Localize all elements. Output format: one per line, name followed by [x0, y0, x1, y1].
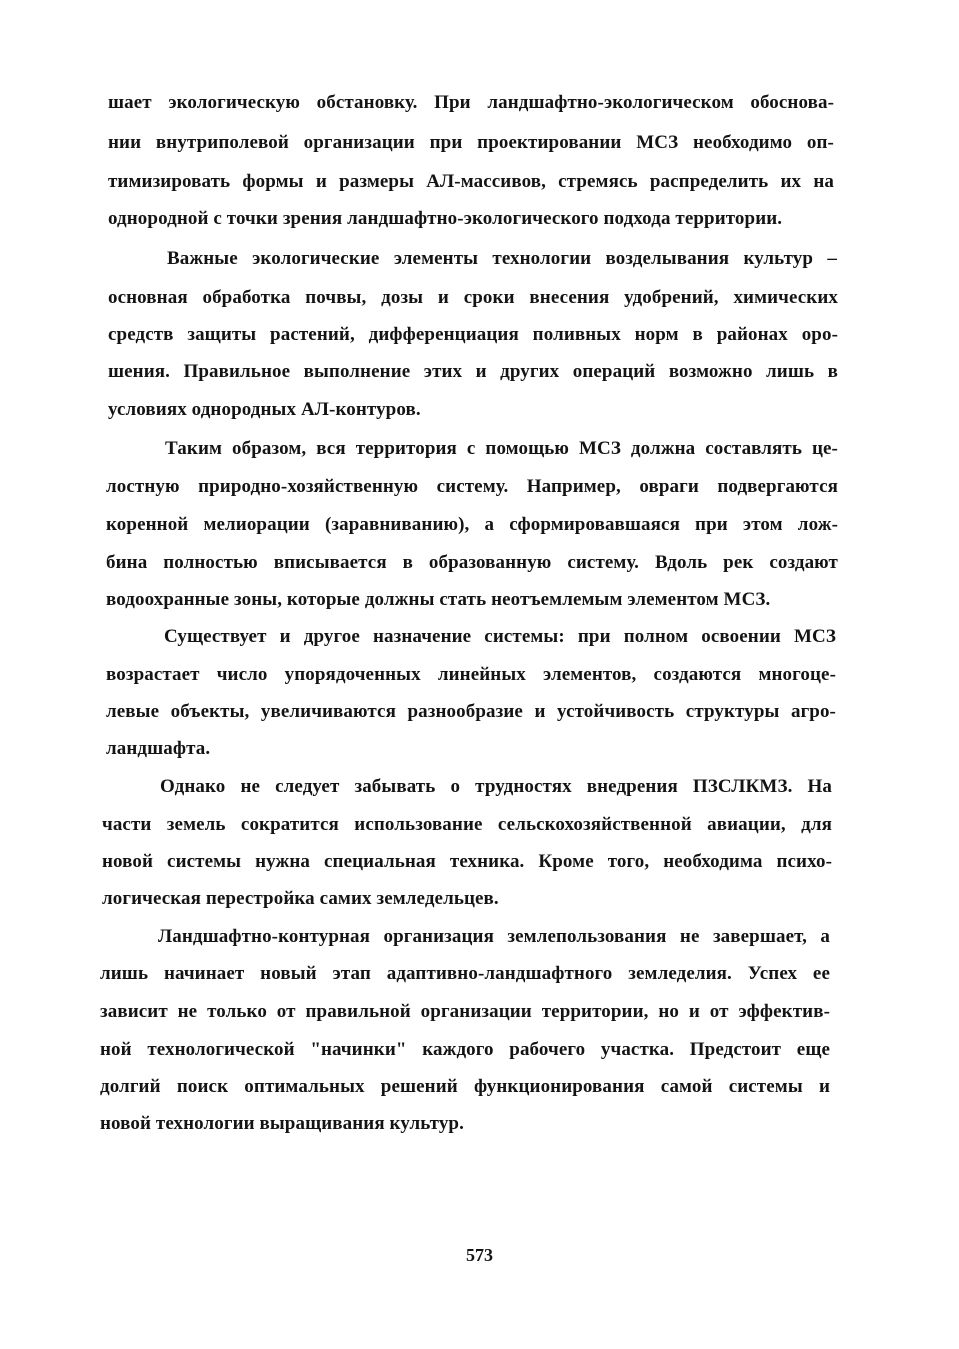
text-line: шает экологическую обстановку. При ландшафтно-экологическом обоснова- [108, 92, 834, 113]
text-line: Важные экологические элементы технологии возделывания культур – [167, 248, 837, 269]
text-line: новой технологии выращивания культур. [100, 1113, 464, 1134]
text-line: ландшафта. [106, 738, 211, 759]
text-line: лишь начинает новый этап адаптивно-ландшафтного земледелия. Успех ее [100, 963, 830, 984]
text-line: лостную природно-хозяйственную систему. Например, овраги подвергаются [106, 476, 838, 497]
text-line: долгий поиск оптимальных решений функционирования самой системы и [100, 1076, 830, 1097]
text-line: ной технологической "начинки" каждого рабочего участка. Предстоит еще [100, 1039, 830, 1060]
text-line: логическая перестройка самих земледельцев. [102, 888, 499, 909]
text-line: части земель сократится использование сельскохозяйственной авиации, для [102, 814, 832, 835]
text-line: новой системы нужна специальная техника. Кроме того, необходима психо- [102, 851, 832, 872]
text-line: Ландшафтно-контурная организация землепользования не завершает, а [158, 926, 830, 947]
text-line: Таким образом, вся территория с помощью МСЗ должна составлять це- [165, 438, 838, 459]
text-line: шения. Правильное выполнение этих и других операций возможно лишь в [108, 361, 838, 382]
text-line: водоохранные зоны, которые должны стать неотъемлемым элементом МСЗ. [106, 589, 771, 610]
text-line: основная обработка почвы, дозы и сроки внесения удобрений, химических [108, 287, 838, 308]
text-line: средств защиты растений, дифференциация поливных норм в районах оро- [108, 324, 838, 345]
text-line: левые объекты, увеличиваются разнообразие и устойчивость структуры агро- [106, 701, 836, 722]
text-line: Однако не следует забывать о трудностях внедрения ПЗСЛКМЗ. На [160, 776, 832, 797]
text-line: бина полностью вписывается в образованную систему. Вдоль рек создают [106, 552, 838, 573]
page-number: 573 [466, 1245, 493, 1265]
text-line: коренной мелиорации (заравниванию), а сформировавшаяся при этом лож- [106, 514, 838, 535]
text-line: нии внутриполевой организации при проектировании МСЗ необходимо оп- [108, 132, 834, 153]
text-line: условиях однородных АЛ-контуров. [108, 399, 421, 420]
text-line: зависит не только от правильной организации территории, но и от эффектив- [100, 1001, 830, 1022]
text-line: тимизировать формы и размеры АЛ-массивов, стремясь распределить их на [108, 171, 834, 192]
text-line: однородной с точки зрения ландшафтно-экологического подхода территории. [108, 208, 783, 229]
text-line: возрастает число упорядоченных линейных элементов, создаются многоце- [106, 664, 836, 685]
text-line: Существует и другое назначение системы: при полном освоении МСЗ [164, 626, 836, 647]
